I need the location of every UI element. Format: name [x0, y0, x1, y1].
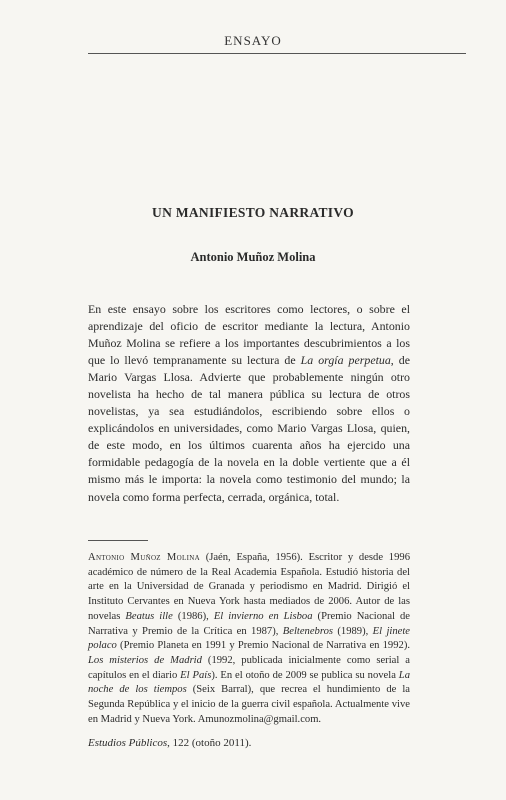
footnote-book: Los misterios de Madrid	[88, 654, 202, 666]
footnote-book: La noche de los tiempos	[88, 669, 410, 696]
footnote-book: El País	[180, 669, 212, 681]
footnote-book: Beatus ille	[125, 610, 173, 622]
footnote-book: El jinete polaco	[88, 625, 410, 652]
section-header: ENSAYO	[224, 33, 282, 48]
journal-issue: , 122 (otoño 2011).	[167, 737, 252, 749]
abstract-paragraph	[88, 301, 410, 506]
journal-name: Estudios Públicos	[88, 737, 168, 749]
author-footnote	[88, 551, 410, 727]
abstract-text-1: En este ensayo sobre los escritores como lectores, o sobre el aprendizaje del oficio de escritor mediante la lectura, Antonio Muñoz Molina se refiere a los importantes descubrimientos a los que lo llevó tempranamente su lectura de	[88, 302, 410, 368]
footnote-text: (Jaén, España, 1956). Escritor y desde 1996 académico de número de la Real Academia Española. Estudió historia del arte en la Universidad de Granada y periodismo en Madrid. Dirigió el Instituto Cervantes en Nueva York hasta mediados de 2006. Autor de las novelas	[88, 552, 410, 622]
article-author: Antonio Muñoz Molina	[190, 250, 316, 264]
footnote-text: ). En el otoño de 2009 se publica su novela	[211, 669, 399, 681]
footnote-text: (1992, publicada inicialmente como serial a capítulos en el diario	[88, 654, 410, 681]
header-rule	[88, 53, 466, 54]
footnote-text: (1986),	[172, 610, 214, 622]
footnote-book: Beltenebros	[282, 625, 333, 637]
footnote-text: (Premio Planeta en 1991 y Premio Nacional de Narrativa en 1992).	[116, 640, 410, 652]
abstract-text-2: , de Mario Vargas Llosa. Advierte que probablemente ningún otro novelista ha hecho de tal manera pública su lectura de otros novelistas, ya sea estudiándolos, escribiendo sobre ellos o explicándolos en universidades, como Mario Vargas Llosa, quien, de este modo, en los últimos cuarenta años ha ejercido una formidable pedagogía de la novela en la doble vertiente que a él mismo más le importa: la novela como testimonio del mundo; la novela como forma perfecta, cerrada, orgánica, total.	[88, 353, 410, 504]
footnote-text: (1989),	[333, 625, 373, 637]
footnote-rule	[88, 540, 148, 541]
footnote-text: (Premio Nacional de Narrativa y Premio de la Crítica en 1987),	[88, 610, 411, 637]
journal-footer	[88, 737, 251, 749]
footnote-author: Antonio Muñoz Molina	[88, 552, 200, 563]
footnote-text: (Seix Barral), que recrea el hundimiento de la Segunda República y el inicio de la guerra civil española. Actualmente vive en Madrid y Nueva York. Amunozmolina@gmail.com.	[88, 684, 410, 725]
footnote-book: El invierno en Lisboa	[213, 610, 313, 622]
article-title: UN MANIFIESTO NARRATIVO	[152, 205, 354, 220]
book-title: La orgía perpetua	[300, 353, 391, 368]
